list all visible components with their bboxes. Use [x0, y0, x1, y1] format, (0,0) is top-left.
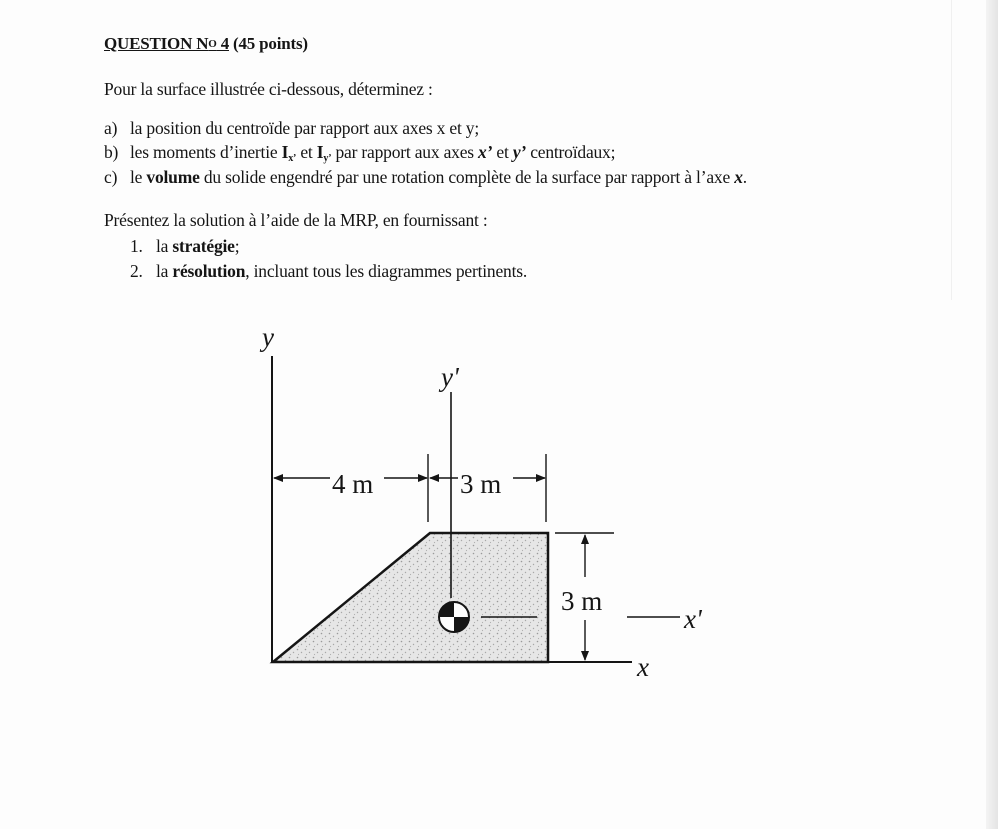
question-points: (45 points) — [229, 34, 308, 53]
intro-text: Pour la surface illustrée ci-dessous, déterminez : — [104, 79, 433, 99]
question-label: QUESTION $N^O$ 4 — [104, 34, 229, 53]
dim-3m-horizontal-label: 3 m — [460, 469, 502, 499]
task-item-b: b) les moments d’inertie Ix’ et Iy’ par rapport aux axes x’ et y’ centroïdaux; — [104, 142, 616, 164]
step-strategy: 1. la stratégie; — [130, 236, 240, 256]
task-item-a: a) la position du centroïde par rapport aux axes x et y; — [104, 118, 480, 138]
shaded-surface — [273, 533, 548, 662]
y-axis-label: y — [262, 322, 274, 352]
dim-4m-label: 4 m — [332, 469, 374, 499]
y-prime-axis-label: y' — [441, 362, 459, 392]
centroid-symbol — [439, 602, 469, 632]
x-prime-axis-label: x' — [684, 604, 702, 634]
task-item-c: c) le volume du solide engendré par une rotation complète de la surface par rapport à l’axe x. — [104, 167, 747, 187]
step-resolution: 2. la résolution, incluant tous les diagrammes pertinents. — [130, 261, 528, 281]
x-axis-label: x — [637, 652, 649, 682]
dim-3m-vertical-label: 3 m — [561, 586, 603, 616]
instructions-text: Présentez la solution à l’aide de la MRP, en fournissant : — [104, 210, 488, 230]
